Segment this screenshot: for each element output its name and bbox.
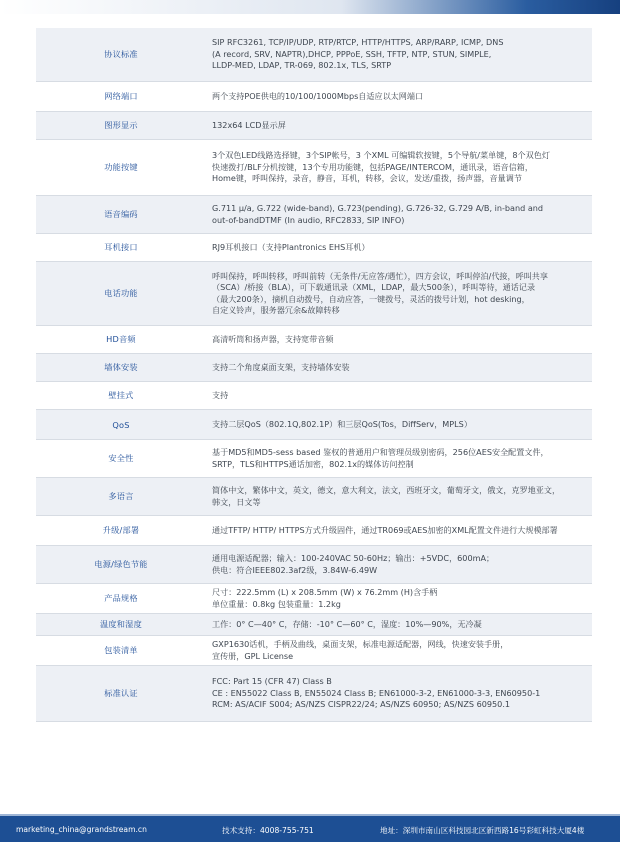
spec-value: 支持	[212, 389, 229, 400]
spec-row	[36, 666, 592, 722]
spec-value: 呼叫保持，呼叫转移，呼叫前转（无条件/无应答/遇忙），四方会议，呼叫停泊/代接，呼叫共享 （SCA）/桥接（BLA），可下载通讯录（XML，LDAP，最大500条），呼叫等待，通话记录 （最大200条），摘机自动拨号，自动应答，一键拨号，灵活的拨号计划，hot desking， 自定义铃声，服务器冗余&故障转移	[212, 270, 548, 315]
spec-label: 电话功能	[104, 288, 138, 298]
spec-value: SIP RFC3261, TCP/IP/UDP, RTP/RTCP, HTTP/HTTPS, ARP/RARP, ICMP, DNS (A record, SRV, NAPTR),DHCP, PPPoE, SSH, TFTP, NTP, STUN, SIMPLE, LLDP-MED, LDAP, TR-069, 802.1x, TLS, SRTP	[212, 37, 504, 71]
spec-label: 温度和湿度	[100, 619, 142, 629]
spec-row	[36, 478, 592, 516]
spec-row	[36, 28, 592, 82]
spec-value: 基于MD5和MD5-sess based 鉴权的普通用户和管理员级别密码，256位AES安全配置文件， SRTP，TLS和HTTPS通话加密，802.1x的媒体访问控制	[212, 447, 549, 469]
spec-row	[36, 614, 592, 636]
spec-label: 耳机接口	[104, 242, 138, 252]
spec-value: 尺寸：222.5mm (L) x 208.5mm (W) x 76.2mm (H)含手柄 单位重量：0.8kg 包装重量：1.2kg	[212, 587, 438, 609]
spec-row	[36, 354, 592, 382]
spec-value: 3个双色LED线路选择键，3个SIP帐号，3 个XML 可编辑软按键，5个导航/菜单键，8个双色灯 快速拨打/BLF分机按键，13个专用功能键，包括PAGE/INTERCOM，通讯录，语音信箱， Home键，呼叫保持，录音，静音，耳机，转移，会议，发送/重拨，扬声器，音量调节	[212, 150, 550, 184]
spec-row	[36, 546, 592, 584]
spec-table	[36, 28, 592, 722]
spec-row	[36, 196, 592, 234]
spec-label: 墙体安装	[104, 362, 138, 372]
spec-value: 支持二个角度桌面支架，支持墙体安装	[212, 361, 350, 372]
spec-row	[36, 140, 592, 196]
spec-label: 壁挂式	[108, 390, 134, 400]
spec-value: GXP1630话机，手柄及曲线，桌面支架，标准电源适配器，网线，快速安装手册， 宣传册，GPL License	[212, 639, 509, 661]
spec-row	[36, 262, 592, 326]
spec-row	[36, 440, 592, 478]
spec-row	[36, 636, 592, 666]
spec-value: 通过TFTP/ HTTP/ HTTPS方式升级固件，通过TR069或AES加密的XML配置文件进行大规模部署	[212, 524, 558, 535]
spec-row	[36, 82, 592, 112]
spec-label: 产品规格	[104, 593, 138, 603]
spec-value: 132x64 LCD显示屏	[212, 119, 286, 130]
spec-row	[36, 234, 592, 262]
spec-label: 多语言	[108, 491, 134, 501]
spec-label: 协议标准	[104, 49, 138, 59]
spec-value: 两个支持POE供电的10/100/1000Mbps自适应以太网端口	[212, 90, 424, 101]
footer	[0, 816, 620, 842]
spec-value: G.711 μ/a, G.722 (wide-band), G.723(pending), G.726-32, G.729 A/B, in-band and out-of-bandDTMF (In audio, RFC2833, SIP INFO)	[212, 203, 544, 225]
spec-value: 高清听筒和扬声器，支持宽带音频	[212, 333, 334, 344]
spec-row	[36, 584, 592, 614]
spec-row	[36, 410, 592, 440]
spec-row	[36, 112, 592, 140]
spec-value: FCC: Part 15 (CFR 47) Class B CE : EN55022 Class B, EN55024 Class B; EN61000-3-2, EN61000-3-3, EN60950-1 RCM: AS/ACIF S004; AS/NZS CISPR22/24; AS/NZS 60950; AS/NZS 60950.1	[212, 676, 541, 710]
spec-row	[36, 382, 592, 410]
spec-label: 安全性	[108, 453, 134, 463]
spec-label: 电源/绿色节能	[94, 559, 148, 569]
spec-label: 语音编码	[104, 209, 138, 219]
footer-support-phone: 技术支持：4008-755-751	[222, 826, 314, 835]
spec-label: 标准认证	[104, 688, 138, 698]
spec-value: 工作：0° C—40° C，存储：-10° C—60° C，湿度：10%—90%，无冷凝	[212, 618, 482, 629]
spec-value: 简体中文，繁体中文，英文，德文，意大利文，法文，西班牙文，葡萄牙文，俄文，克罗地亚文， 韩文，日文等	[212, 485, 561, 507]
spec-label: HD音频	[106, 334, 136, 344]
spec-label: 包装清单	[104, 645, 138, 655]
spec-label: 网络端口	[104, 91, 138, 101]
footer-address: 地址：深圳市南山区科技园北区新西路16号彩虹科技大厦4楼	[380, 826, 585, 835]
top-decorative-bar	[0, 0, 620, 14]
spec-value: 通用电源适配器；输入：100-240VAC 50-60Hz；输出：+5VDC，600mA； 供电：符合IEEE802.3af2级，3.84W-6.49W	[212, 553, 495, 575]
spec-label: 升级/部署	[102, 525, 140, 535]
spec-label: 图形显示	[104, 120, 138, 130]
spec-label: 功能按键	[104, 162, 138, 172]
footer-email[interactable]: marketing_china@grandstream.cn	[16, 825, 147, 834]
spec-row	[36, 326, 592, 354]
spec-label: QoS	[112, 419, 130, 430]
spec-value: 支持二层QoS（802.1Q,802.1P）和三层QoS(Tos，DiffServ，MPLS）	[212, 418, 472, 429]
spec-row	[36, 516, 592, 546]
spec-value: RJ9耳机接口（支持Plantronics EHS耳机）	[212, 241, 370, 252]
